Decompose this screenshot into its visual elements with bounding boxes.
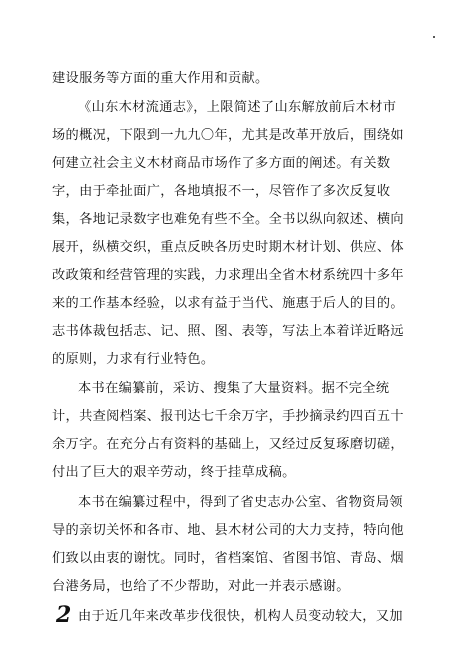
text-line: 计，共查阅档案、报刊达七千余万字，手抄摘录约四百五十	[52, 409, 404, 424]
text-line: 来的工作基本经验，以求有益于当代、施惠于后人的目的。	[52, 296, 404, 311]
text-line: 本书在编纂过程中，得到了省史志办公室、省物资局领	[78, 495, 403, 510]
text-line: 的原则，力求有行业特色。	[52, 352, 215, 367]
text-line: 建设服务等方面的重大作用和贡献。	[52, 71, 269, 86]
scan-speck	[433, 36, 435, 38]
text-line: 余万字。在充分占有资料的基础上，又经过反复琢磨切磋，	[52, 437, 404, 452]
text-line: 付出了巨大的艰辛劳动，终于挂草成稿。	[52, 465, 296, 480]
text-line: 由于近几年来改革步伐很快，机构人员变动较大，又加	[78, 609, 403, 624]
text-line: 台港务局，也给了不少帮助，对此一并表示感谢。	[52, 579, 350, 594]
text-line: 场的概况，下限到一九九〇年，尤其是改革开放后，围绕如	[52, 128, 404, 143]
text-line: 展开，纵横交织，重点反映各历史时期木材计划、供应、体	[52, 240, 404, 255]
text-line: 志书体裁包括志、记、照、图、表等，写法上本着详近略远	[52, 324, 404, 339]
text-line: 改政策和经营管理的实践，力求理出全省木材系统四十多年	[52, 268, 404, 283]
text-line: 本书在编纂前，采访、搜集了大量资料。据不完全统	[78, 381, 390, 396]
text-line: 何建立社会主义木材商品市场作了多方面的阐述。有关数	[52, 156, 391, 171]
text-line: 集，各地记录数字也难免有些不全。全书以纵向叙述、横向	[52, 212, 404, 227]
text-line: 导的亲切关怀和各市、地、县木材公司的大力支持，特向他	[52, 523, 404, 538]
text-line: 《山东木材流通志》，上限简述了山东解放前后木材市	[78, 100, 397, 115]
page-number: 2	[56, 602, 72, 628]
text-line: 们致以由衷的谢忱。同时，省档案馆、省图书馆、青岛、烟	[52, 551, 404, 566]
text-line: 字，由于牵扯面广，各地填报不一，尽管作了多次反复收	[52, 184, 391, 199]
